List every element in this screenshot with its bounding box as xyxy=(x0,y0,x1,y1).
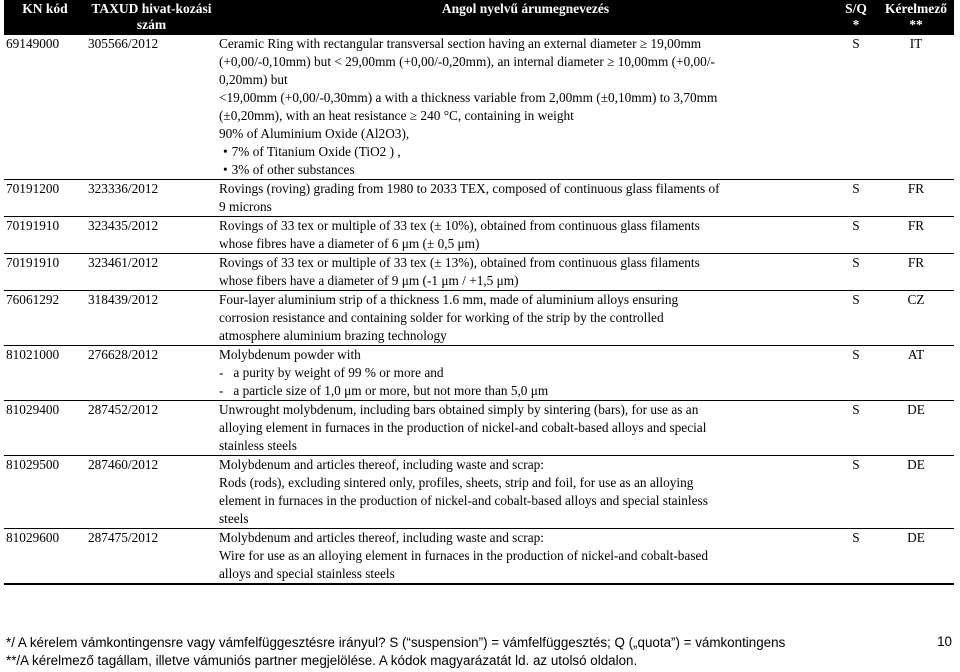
description-line: whose fibers have a diameter of 9 μm (-1 μm / +1,5 μm) xyxy=(219,273,519,288)
sq-cell: S xyxy=(834,217,878,254)
description-line: whose fibres have a diameter of 6 μm (± 0,5 μm) xyxy=(219,236,480,251)
table-row xyxy=(4,529,954,585)
description-line: Ceramic Ring with rectangular transversal section having an external diameter ≥ 19,00mm xyxy=(219,36,702,51)
description-cell xyxy=(217,401,834,456)
description-bullet: • 3% of other substances xyxy=(219,161,832,179)
sq-cell: S xyxy=(834,529,878,585)
table-row xyxy=(4,346,954,401)
kn-code-cell: 70191200 xyxy=(4,180,86,217)
kn-code-cell: 81029500 xyxy=(4,456,86,529)
requester-cell: DE xyxy=(878,529,954,585)
description-line: alloying element in furnaces in the production of nickel-and cobalt-based alloys and special xyxy=(219,420,707,435)
taxud-ref-cell: 276628/2012 xyxy=(86,346,217,401)
description-cell xyxy=(217,254,834,291)
description-line: 0,20mm) but xyxy=(219,72,288,87)
sq-cell: S xyxy=(834,180,878,217)
description-cell xyxy=(217,35,834,180)
taxud-ref-cell: 318439/2012 xyxy=(86,291,217,346)
table-row xyxy=(4,401,954,456)
header-sq-label: S/Q xyxy=(845,1,867,16)
kn-code-cell: 69149000 xyxy=(4,35,86,180)
description-line: Rovings (roving) grading from 1980 to 2033 TEX, composed of continuous glass filaments of xyxy=(219,181,720,196)
description-line: Molybdenum and articles thereof, including waste and scrap: xyxy=(219,457,544,472)
description-line: atmosphere aluminium brazing technology xyxy=(219,328,447,343)
kn-code-cell: 70191910 xyxy=(4,254,86,291)
description-line: steels xyxy=(219,511,249,526)
requester-cell: AT xyxy=(878,346,954,401)
description-line: Four-layer aluminium strip of a thickness 1.6 mm, made of aluminium alloys ensuring xyxy=(219,292,679,307)
description-cell xyxy=(217,346,834,401)
requester-cell: IT xyxy=(878,35,954,180)
description-line: stainless steels xyxy=(219,438,297,453)
table-row xyxy=(4,217,954,254)
requester-cell: FR xyxy=(878,180,954,217)
sq-cell: S xyxy=(834,346,878,401)
taxud-ref-cell: 323461/2012 xyxy=(86,254,217,291)
kn-code-cell: 81029400 xyxy=(4,401,86,456)
table-row xyxy=(4,35,954,180)
kn-code-cell: 76061292 xyxy=(4,291,86,346)
description-cell xyxy=(217,529,834,585)
sq-cell: S xyxy=(834,456,878,529)
description-cell xyxy=(217,217,834,254)
table-row xyxy=(4,291,954,346)
description-line: Molybdenum powder with xyxy=(219,347,361,362)
header-sq xyxy=(834,0,878,35)
footnote-1: */ A kérelem vámkontingensre vagy vámfelfüggesztésre irányul? S (“suspension”) = vámfelfüggesztés; Q („quota”) = vámkontingens xyxy=(6,635,786,650)
table-row xyxy=(4,180,954,217)
header-taxud-ref: TAXUD hivat-kozási szám xyxy=(86,0,217,35)
header-description: Angol nyelvű árumegnevezés xyxy=(217,0,834,35)
taxud-ref-cell: 305566/2012 xyxy=(86,35,217,180)
description-line: alloys and special stainless steels xyxy=(219,566,395,581)
page-number: 10 xyxy=(937,634,952,649)
sq-cell: S xyxy=(834,291,878,346)
description-line: <19,00mm (+0,00/-0,30mm) a with a thickness variable from 2,00mm (±0,10mm) to 3,70mm xyxy=(219,90,718,105)
taxud-ref-cell: 287475/2012 xyxy=(86,529,217,585)
sq-cell: S xyxy=(834,35,878,180)
description-line: Rovings of 33 tex or multiple of 33 tex (± 13%), obtained from continuous glass filaments xyxy=(219,255,700,270)
description-cell xyxy=(217,180,834,217)
kn-code-cell: 70191910 xyxy=(4,217,86,254)
requester-cell: CZ xyxy=(878,291,954,346)
table-row xyxy=(4,456,954,529)
description-line: corrosion resistance and containing solder for working of the strip by the controlled xyxy=(219,310,664,325)
description-line: (±0,20mm), with an heat resistance ≥ 240 °C, containing in weight xyxy=(219,108,574,123)
footnotes xyxy=(6,634,954,670)
taxud-ref-cell: 323336/2012 xyxy=(86,180,217,217)
table-body xyxy=(4,35,954,584)
requester-cell: FR xyxy=(878,254,954,291)
taxud-ref-cell: 323435/2012 xyxy=(86,217,217,254)
requester-cell: FR xyxy=(878,217,954,254)
description-line: - a purity by weight of 99 % or more and xyxy=(219,365,444,380)
description-line: Rovings of 33 tex or multiple of 33 tex (± 10%), obtained from continuous glass filaments xyxy=(219,218,700,233)
requester-cell: DE xyxy=(878,401,954,456)
description-line: - a particle size of 1,0 μm or more, but not more than 5,0 μm xyxy=(219,383,549,398)
description-line: Wire for use as an alloying element in furnaces in the production of nickel-and cobalt-based xyxy=(219,548,709,563)
header-requester-label: Kérelmező xyxy=(885,1,947,16)
header-requester xyxy=(878,0,954,35)
table-header-row xyxy=(4,0,954,35)
tariff-table xyxy=(4,0,954,585)
description-line: Unwrought molybdenum, including bars obtained simply by sintering (bars), for use as an xyxy=(219,402,699,417)
description-line: 9 microns xyxy=(219,199,272,214)
description-line: (+0,00/-0,10mm) but < 29,00mm (+0,00/-0,20mm), an internal diameter ≥ 10,00mm (+0,00/- xyxy=(219,54,715,69)
taxud-ref-cell: 287452/2012 xyxy=(86,401,217,456)
footnote-2: **/A kérelmező tagállam, illetve vámuniós partner megjelölése. A kódok magyarázatát ld. az utolsó oldalon. xyxy=(6,653,638,668)
header-requester-mark: ** xyxy=(909,17,923,32)
table-row xyxy=(4,254,954,291)
description-bullet: • 7% of Titanium Oxide (TiO2 ) , xyxy=(219,143,832,161)
kn-code-cell: 81029600 xyxy=(4,529,86,585)
sq-cell: S xyxy=(834,401,878,456)
description-line: 90% of Aluminium Oxide (Al2O3), xyxy=(219,126,410,141)
requester-cell: DE xyxy=(878,456,954,529)
kn-code-cell: 81021000 xyxy=(4,346,86,401)
description-cell xyxy=(217,291,834,346)
header-kn-code: KN kód xyxy=(4,0,86,35)
sq-cell: S xyxy=(834,254,878,291)
taxud-ref-cell: 287460/2012 xyxy=(86,456,217,529)
description-line: Rods (rods), excluding sintered only, profiles, sheets, strip and foil, for use as an alloying xyxy=(219,475,694,490)
header-sq-mark: * xyxy=(852,17,860,32)
description-cell xyxy=(217,456,834,529)
description-line: element in furnaces in the production of nickel-and cobalt-based alloys and special stainless xyxy=(219,493,708,508)
description-line: Molybdenum and articles thereof, including waste and scrap: xyxy=(219,530,544,545)
